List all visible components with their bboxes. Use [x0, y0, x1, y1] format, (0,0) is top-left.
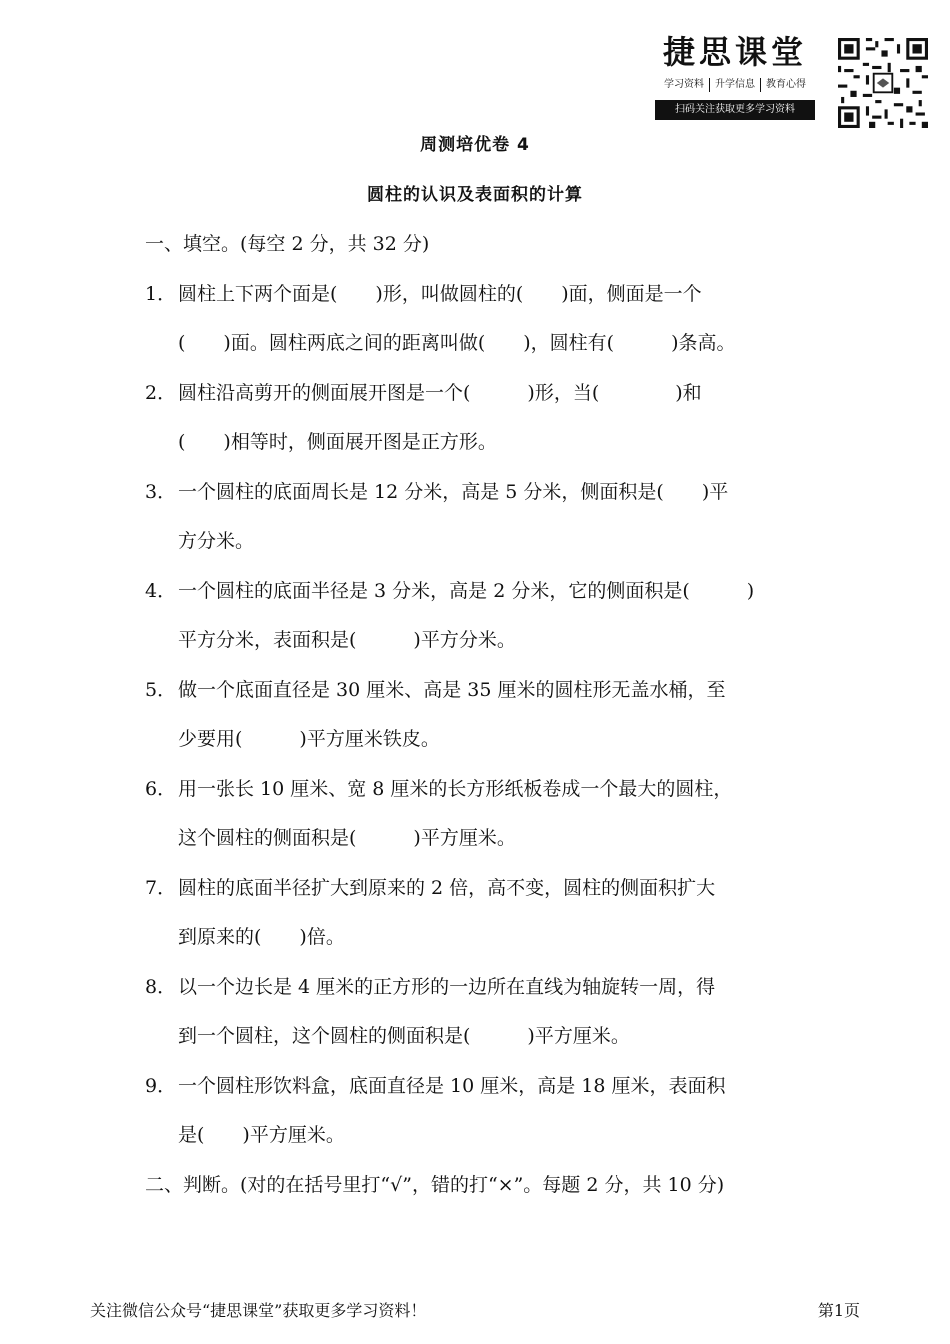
section-heading: 二、判断。(对的在括号里打“√”，错的打“×”。每题 2 分，共 10 分): [145, 1173, 725, 1196]
question-text: 圆柱的底面半径扩大到原来的 2 倍，高不变，圆柱的侧面积扩大: [178, 876, 716, 899]
question-text: 一个圆柱形饮料盒，底面直径是 10 厘米，高是 18 厘米，表面积: [178, 1074, 726, 1097]
question-1-line2: ( )面。圆柱两底之间的距离叫做( )，圆柱有( )条高。: [178, 332, 736, 354]
question-2-line2: ( )相等时，侧面展开图是正方形。: [178, 431, 497, 453]
scan-banner: 扫码关注获取更多学习资料: [655, 100, 815, 120]
brand-tags: [655, 78, 815, 92]
question-4-line2: 平方分米，表面积是( )平方分米。: [178, 629, 516, 651]
question-7-line1: [145, 864, 825, 914]
question-5-line2: 少要用( )平方厘米铁皮。: [178, 728, 440, 750]
question-1-line1: [145, 270, 825, 320]
question-6-line1: [145, 765, 825, 815]
page-footer: [90, 1298, 860, 1321]
question-6-line2: 这个圆柱的侧面积是( )平方厘米。: [178, 827, 516, 849]
question-number: 2．: [145, 381, 177, 404]
question-number: 8．: [145, 975, 177, 998]
question-number: 9．: [145, 1074, 177, 1097]
question-5-line1: [145, 666, 825, 716]
question-number: 3．: [145, 480, 177, 503]
question-text: 以一个边长是 4 厘米的正方形的一边所在直线为轴旋转一周，得: [178, 975, 716, 998]
question-number: 6．: [145, 777, 177, 800]
brand-header: [655, 32, 815, 120]
question-number: 4．: [145, 579, 177, 602]
qr-code-icon: [838, 38, 928, 128]
brand-name: 捷思课堂: [662, 33, 807, 71]
section-heading: 一、填空。(每空 2 分，共 32 分): [145, 233, 430, 255]
question-number: 7．: [145, 876, 177, 899]
page-title: 周测培优卷 4: [420, 135, 530, 155]
brand-tag: 升学信息: [709, 78, 760, 92]
question-3-line1: [145, 468, 825, 518]
question-number: 5．: [145, 678, 177, 701]
question-text: 圆柱沿高剪开的侧面展开图是一个( )形，当( )和: [178, 381, 702, 404]
question-text: 一个圆柱的底面周长是 12 分米，高是 5 分米，侧面积是( )平: [178, 480, 729, 503]
question-text: 做一个底面直径是 30 厘米、高是 35 厘米的圆柱形无盖水桶，至: [178, 678, 726, 701]
brand-tag: 教育心得: [760, 78, 811, 92]
question-text: 一个圆柱的底面半径是 3 分米，高是 2 分米，它的侧面积是( ): [178, 579, 755, 602]
question-2-line1: [145, 369, 825, 419]
question-number: 1．: [145, 282, 177, 305]
brand-tag: 学习资料: [664, 79, 704, 90]
question-text: 圆柱上下两个面是( )形，叫做圆柱的( )面，侧面是一个: [178, 282, 702, 305]
question-9-line2: 是( )平方厘米。: [178, 1124, 345, 1146]
question-text: 用一张长 10 厘米、宽 8 厘米的长方形纸板卷成一个最大的圆柱，: [178, 777, 733, 800]
question-3-line2: 方分米。: [178, 530, 255, 552]
question-7-line2: 到原来的( )倍。: [178, 926, 345, 948]
footer-note: 关注微信公众号“捷思课堂”获取更多学习资料！: [90, 1301, 427, 1320]
page-number: 第1页: [817, 1301, 860, 1320]
question-9-line1: [145, 1062, 825, 1112]
worksheet-body: [145, 220, 825, 1210]
question-4-line1: [145, 567, 825, 617]
question-8-line2: 到一个圆柱，这个圆柱的侧面积是( )平方厘米。: [178, 1025, 630, 1047]
question-8-line1: [145, 963, 825, 1013]
page-subtitle: 圆柱的认识及表面积的计算: [367, 185, 583, 205]
